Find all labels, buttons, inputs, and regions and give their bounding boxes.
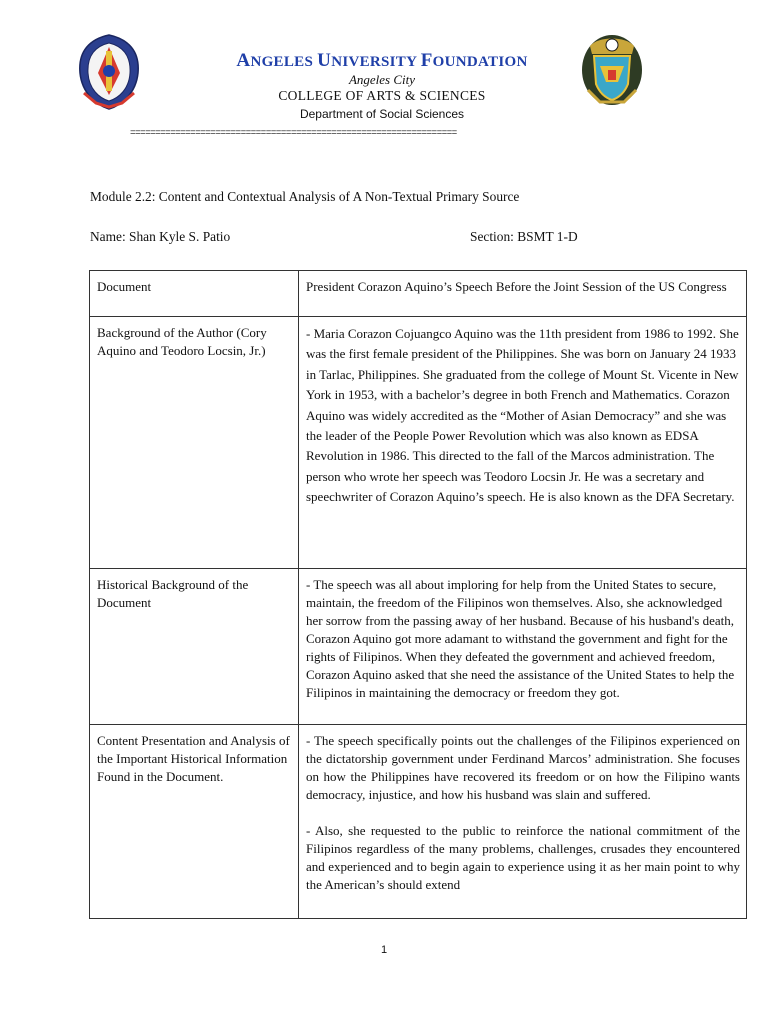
row-label-author-background: Background of the Author (Cory Aquino and Teodoro Locsin, Jr.): [90, 317, 299, 569]
department-name: Department of Social Sciences: [299, 107, 465, 121]
student-section: Section: BSMT 1-D: [470, 229, 578, 244]
row-value-author-background: [299, 317, 747, 569]
table-row: [90, 725, 747, 919]
row-label-document: Document: [90, 271, 299, 317]
city-name: Angeles City: [348, 72, 416, 87]
table-row: [90, 271, 747, 317]
row-value-content-analysis: [299, 725, 747, 919]
cell-paragraph: - Also, she requested to the public to reinforce the national commitment of the Filipinos regardless of the many problems, challenges, crusades they encountered and experienced and to begin again to experience using it as her main point to why the American’s should extend: [306, 823, 740, 892]
cell-paragraph: President Corazon Aquino’s Speech Before the Joint Session of the US Congress: [306, 279, 727, 294]
university-seal-logo: [76, 33, 142, 111]
table-row: [90, 569, 747, 725]
uni-initial-a: A: [236, 50, 251, 71]
uni-initial-u: U: [317, 50, 332, 71]
analysis-table: [89, 270, 747, 919]
uni-word-angeles: NGELES: [250, 54, 318, 70]
page-number: 1: [380, 944, 388, 956]
college-name: COLLEGE OF ARTS & SCIENCES: [278, 88, 486, 103]
uni-initial-f: F: [420, 50, 433, 71]
uni-word-university: NIVERSITY: [331, 54, 421, 70]
cell-paragraph: - Maria Corazon Cojuangco Aquino was the 11th president from 1986 to 1992. She was the first female president of the Philippines. She was born on January 24 1933 in Tarlac, Philippines. She graduated from the college of Mount St. Vicente in New York in 1953, with a bachelor’s degree in both French and Mathematics. Corazon Aquino was widely accredited as the “Mother of Asian Democracy” and she was the leader of the People Power Revolution which was also known as EDSA Revolution in 1986. This directed to the fall of the Marcos administration. The person who wrote her speech was Teodoro Locsin Jr. He was a secretary and speechwriter of Corazon Aquino’s speech. He is also known as the DFA Secretary.: [306, 326, 739, 505]
cell-paragraph: - The speech specifically points out the challenges of the Filipinos experienced on the dictatorship government under Ferdinand Marcos’ administration. She focuses on how the Philippines have recovered its freedom or on how the Filipino wants democracy, injustice, and how his husband was slain and suffered.: [306, 733, 740, 802]
row-label-content-analysis: Content Presentation and Analysis of the Important Historical Information Found in the Document.: [90, 725, 299, 919]
row-label-historical-background: Historical Background of the Document: [90, 569, 299, 725]
uni-word-foundation: OUNDATION: [432, 54, 528, 70]
cell-paragraph: - The speech was all about imploring for help from the United States to secure, maintain, the freedom of the Filipinos won themselves. Also, she acknowledged her sorrow from the passing away of her husband. Because of his husband's death, Corazon Aquino got more adamant to withstand the government and fight for the rights of Filipinos. When they defeated the government and achieved freedom, Corazon Aquino asked that she need the assistance of the United States to help the Filipinos in maintaining the democracy or freedom they got.: [306, 577, 735, 700]
document-header: [150, 50, 614, 123]
cell-clip: [306, 732, 740, 912]
header-rule: =================================================================: [130, 127, 457, 138]
module-title: Module 2.2: Content and Contextual Analysis of A Non-Textual Primary Source: [90, 189, 520, 204]
row-value-historical-background: [299, 569, 747, 725]
row-value-document: [299, 271, 747, 317]
university-name: [150, 50, 614, 73]
table-row: [90, 317, 747, 569]
student-name: Name: Shan Kyle S. Patio: [90, 229, 231, 244]
